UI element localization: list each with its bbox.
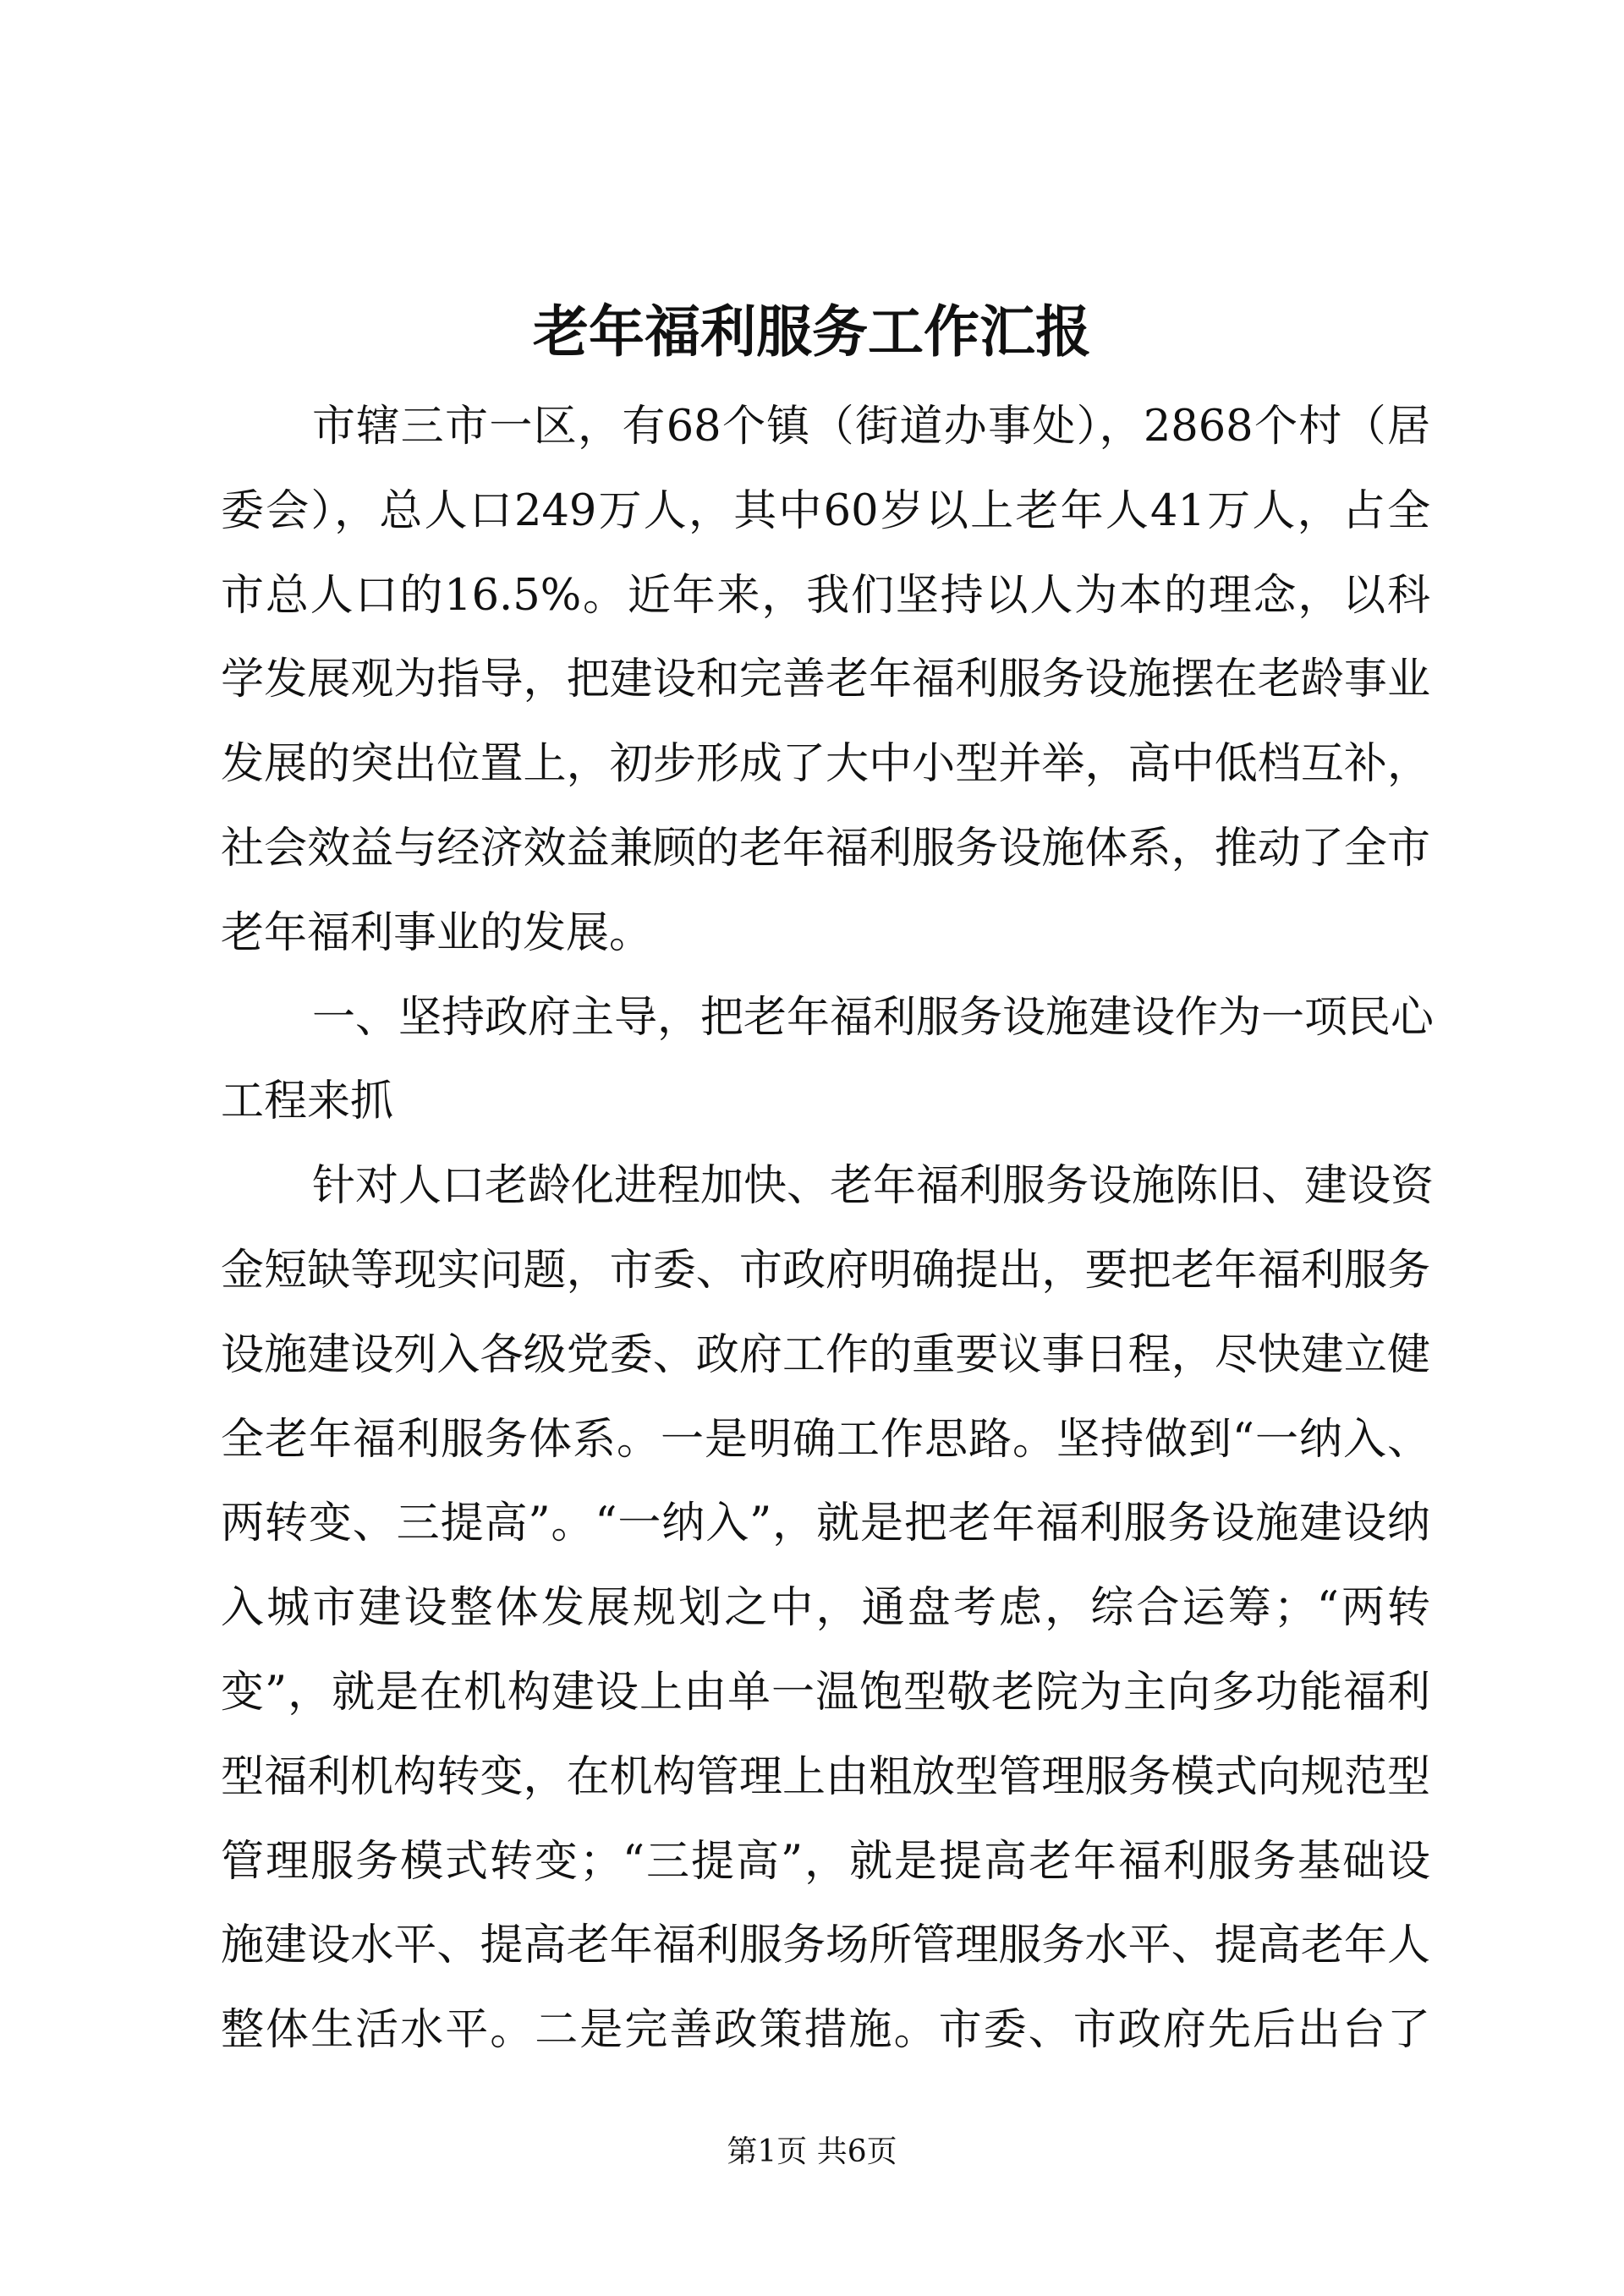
text-line: 型福利机构转变，在机构管理上由粗放型管理服务模式向规范型	[221, 1751, 1430, 1802]
text-line: 设施建设列入各级党委、政府工作的重要议事日程，尽快建立健	[221, 1329, 1430, 1380]
document-title: 老年福利服务工作汇报	[533, 299, 1091, 364]
text-line: 市辖三市一区，有68个镇（街道办事处），2868个村（居	[312, 402, 1430, 452]
text-line: 管理服务模式转变；“三提高”，就是提高老年福利服务基础设	[221, 1836, 1430, 1887]
text-line: 学发展观为指导，把建设和完善老年福利服务设施摆在老龄事业	[221, 655, 1430, 705]
text-line: 工程来抓	[221, 1077, 394, 1127]
text-line: 全老年福利服务体系。一是明确工作思路。坚持做到“一纳入、	[221, 1414, 1430, 1465]
document-body	[221, 385, 1435, 2073]
text-line: 委会），总人口249万人，其中60岁以上老年人41万人，占全	[221, 485, 1430, 536]
text-line: 老年福利事业的发展。	[221, 907, 653, 958]
text-line: 发展的突出位置上，初步形成了大中小型并举，高中低档互补，	[221, 739, 1430, 790]
text-line: 市总人口的16.5%。近年来，我们坚持以人为本的理念，以科	[221, 570, 1430, 621]
text-line: 金短缺等现实问题，市委、市政府明确提出，要把老年福利服务	[221, 1245, 1430, 1296]
text-line: 两转变、三提高”。“一纳入”，就是把老年福利服务设施建设纳	[221, 1499, 1430, 1549]
text-line: 针对人口老龄化进程加快、老年福利服务设施陈旧、建设资	[312, 1161, 1435, 1212]
text-line: 一、坚持政府主导，把老年福利服务设施建设作为一项民心	[312, 992, 1435, 1043]
text-line: 变”，就是在机构建设上由单一温饱型敬老院为主向多功能福利	[221, 1667, 1430, 1718]
text-line: 施建设水平、提高老年福利服务场所管理服务水平、提高老年人	[221, 1921, 1430, 1971]
text-line: 社会效益与经济效益兼顾的老年福利服务设施体系，推动了全市	[221, 823, 1430, 874]
text-line: 整体生活水平。二是完善政策措施。市委、市政府先后出台了	[221, 2005, 1430, 2056]
page-footer: 第1页 共6页	[727, 2134, 897, 2169]
text-line: 入城市建设整体发展规划之中，通盘考虑，综合运筹；“两转	[221, 1583, 1430, 1634]
